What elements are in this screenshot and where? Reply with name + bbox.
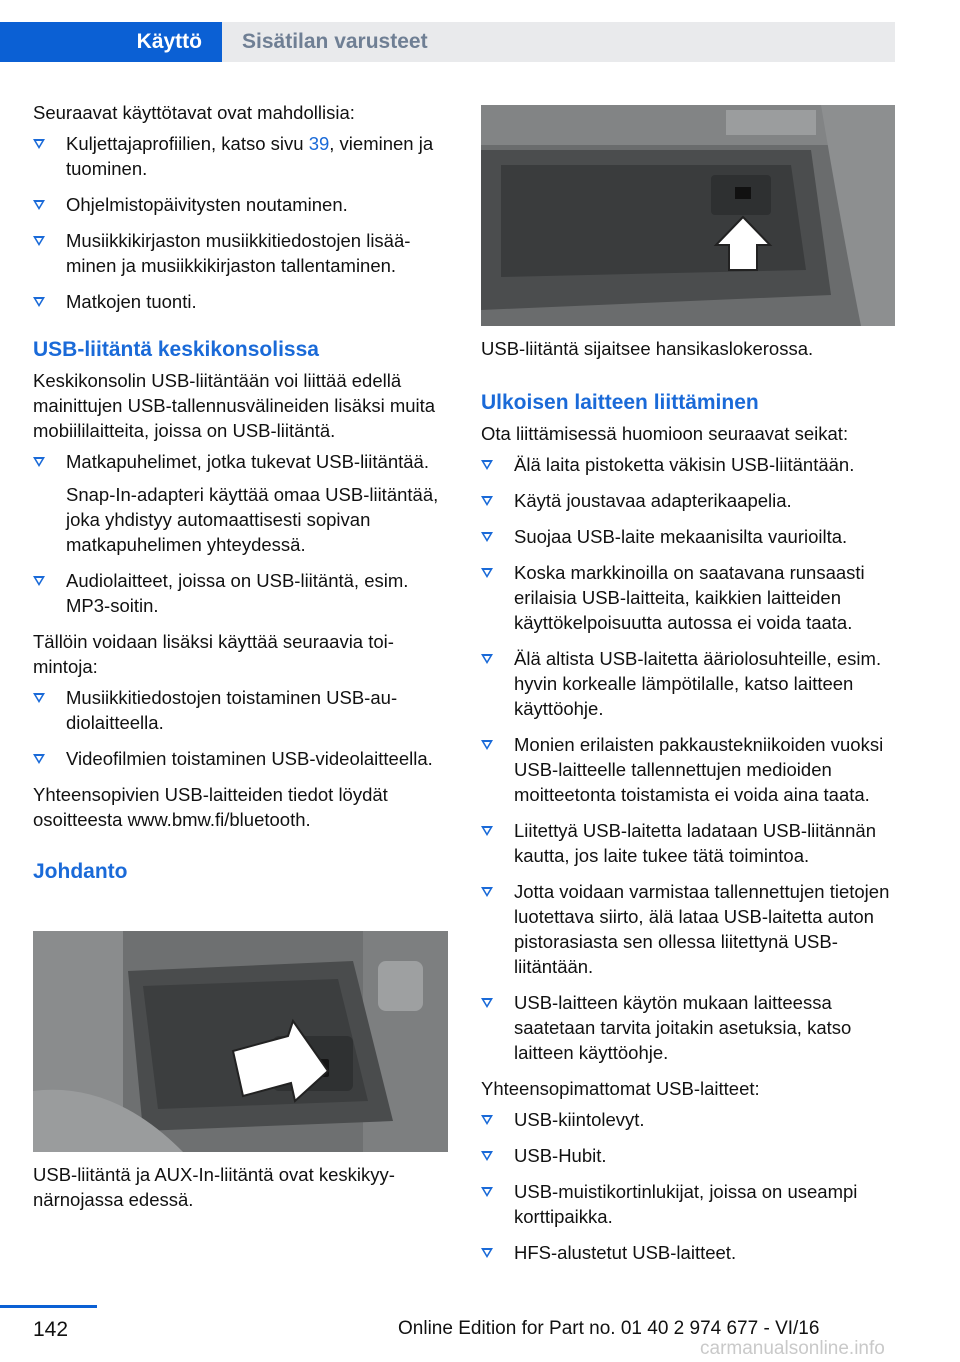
list-item bbox=[33, 449, 448, 557]
list-item bbox=[33, 746, 448, 771]
list-item-text: Suojaa USB-laite mekaanisilta vaurioilta. bbox=[514, 526, 848, 547]
list-item bbox=[33, 568, 448, 618]
list-item-text: Käytä joustavaa adapterikaapelia. bbox=[514, 490, 792, 511]
glovebox-usb-illustration bbox=[481, 105, 895, 326]
page-link[interactable]: 39 bbox=[308, 133, 330, 154]
page-number: 142 bbox=[33, 1318, 69, 1341]
modes-list bbox=[33, 131, 448, 314]
list-item-text: Matkojen tuonti. bbox=[66, 291, 197, 312]
bullet-triangle-icon bbox=[33, 754, 45, 764]
armrest-photo-caption: USB-liitäntä ja AUX-In-liitäntä ovat keskikyynärnojassa edessä. bbox=[33, 1164, 395, 1210]
list-item-text: Musiikkikirjaston musiikkitiedostojen lisääminen ja musiikkikirjaston tallentaminen. bbox=[66, 230, 411, 276]
list-item bbox=[481, 1240, 896, 1265]
bullet-triangle-icon bbox=[481, 568, 493, 578]
bullet-triangle-icon bbox=[481, 1248, 493, 1258]
list-item-text: Älä altista USB-laitetta ääriolosuhteille, esim. hyvin korkealle lämpötilalle, katso laitteen käyttöohje. bbox=[514, 648, 882, 719]
list-item bbox=[481, 818, 896, 868]
list-item bbox=[481, 646, 896, 721]
bullet-triangle-icon bbox=[481, 496, 493, 506]
list-item-text: USB-Hubit. bbox=[514, 1145, 607, 1166]
list-item-text: Musiikkitiedostojen toistaminen USB-audiolaitteella. bbox=[66, 687, 398, 733]
bullet-triangle-icon bbox=[481, 1187, 493, 1197]
armrest-usb-illustration bbox=[33, 931, 448, 1152]
bullet-triangle-icon bbox=[481, 998, 493, 1008]
bullet-triangle-icon bbox=[33, 139, 45, 149]
list-item-text: Liitettyä USB-laitetta ladataan USB-liitännän kautta, jos laite tukee tätä toimintoa. bbox=[514, 820, 876, 866]
usb-console-heading: USB-liitäntä keskikonsolissa bbox=[33, 338, 319, 361]
bullet-triangle-icon bbox=[33, 297, 45, 307]
list-item bbox=[33, 228, 448, 278]
connect-heading: Ulkoisen laitteen liittäminen bbox=[481, 391, 759, 414]
list-item bbox=[481, 524, 896, 549]
list-item-text: HFS-alustetut USB-laitteet. bbox=[514, 1242, 737, 1263]
list-item-subtext: Snap-In-adapteri käyttää omaa USB-liitäntää, joka yhdistyy automaattisesti sopivan matkapuhelimen yhteydessä. bbox=[66, 484, 439, 555]
list-item bbox=[481, 990, 896, 1065]
list-item bbox=[33, 289, 448, 314]
list-item-text: Videofilmien toistaminen USB-videolaitteella. bbox=[66, 748, 433, 769]
left-column bbox=[33, 100, 448, 890]
functions-list bbox=[33, 685, 448, 771]
connect-intro: Ota liittämisessä huomioon seuraavat seikat: bbox=[481, 423, 849, 444]
bullet-triangle-icon bbox=[33, 693, 45, 703]
list-item bbox=[481, 1107, 896, 1132]
list-item-text: Matkapuhelimet, jotka tukevat USB-liitäntää. bbox=[66, 451, 429, 472]
bullet-triangle-icon bbox=[481, 1115, 493, 1125]
modes-intro: Seuraavat käyttötavat ovat mahdollisia: bbox=[33, 102, 355, 123]
bullet-triangle-icon bbox=[481, 1151, 493, 1161]
bullet-triangle-icon bbox=[33, 576, 45, 586]
watermark: carmanualsonline.info bbox=[700, 1338, 885, 1359]
list-item bbox=[481, 560, 896, 635]
footer-accent-line bbox=[0, 1305, 97, 1308]
bullet-triangle-icon bbox=[33, 200, 45, 210]
list-item bbox=[481, 732, 896, 807]
list-item bbox=[481, 879, 896, 979]
list-item-text: Jotta voidaan varmistaa tallennettujen tietojen luotettava siirto, älä lataa USB-laitetta auton pistorasiasta sen ollessa liitettynä USB-liitäntään. bbox=[514, 881, 890, 977]
glovebox-usb-photo bbox=[481, 105, 895, 326]
notes-list bbox=[481, 452, 896, 1065]
bullet-triangle-icon bbox=[33, 236, 45, 246]
subsection-tab: Sisätilan varusteet bbox=[222, 22, 895, 62]
johdanto-heading: Johdanto bbox=[33, 860, 128, 883]
edition-note: Online Edition for Part no. 01 40 2 974 677 - VI/16 bbox=[398, 1318, 820, 1339]
glovebox-photo-caption: USB-liitäntä sijaitsee hansikaslokerossa. bbox=[481, 338, 814, 359]
list-item-text: USB-kiintolevyt. bbox=[514, 1109, 645, 1130]
list-item bbox=[33, 192, 448, 217]
bullet-triangle-icon bbox=[481, 826, 493, 836]
incompat-label: Yhteensopimattomat USB-laitteet: bbox=[481, 1078, 760, 1099]
bullet-triangle-icon bbox=[481, 740, 493, 750]
list-item-text: USB-laitteen käytön mukaan laitteessa saatetaan tarvita joitakin asetuksia, katso laitteen käyttöohje. bbox=[514, 992, 852, 1063]
compat-text: Yhteensopivien USB-laitteiden tiedot löydät osoitteesta www.bmw.fi/bluetooth. bbox=[33, 784, 388, 830]
list-item-text: , vieminen ja tuominen. bbox=[66, 133, 434, 179]
armrest-usb-photo bbox=[33, 931, 448, 1152]
list-item bbox=[33, 131, 448, 181]
usb-console-text: Keskikonsolin USB-liitäntään voi liittää edellä mainittujen USB-tallennusvälineiden lisäksi muita mobiililaitteita, joissa on USB-liitäntä. bbox=[33, 370, 436, 441]
right-column bbox=[481, 336, 896, 1276]
list-item-text: USB-muistikortinlukijat, joissa on useampi korttipaikka. bbox=[514, 1181, 858, 1227]
list-item bbox=[33, 685, 448, 735]
list-item bbox=[481, 452, 896, 477]
list-item-text: Ohjelmistopäivitysten noutaminen. bbox=[66, 194, 348, 215]
incompat-list bbox=[481, 1107, 896, 1265]
list-item-text: Kuljettajaprofiilien, katso sivu bbox=[66, 133, 309, 154]
bullet-triangle-icon bbox=[481, 654, 493, 664]
list-item bbox=[481, 1143, 896, 1168]
list-item-text: Koska markkinoilla on saatavana runsaasti erilaisia USB-laitteita, kaikkien laitteiden käyttökelpoisuutta autossa ei voida taata. bbox=[514, 562, 865, 633]
list-item bbox=[481, 1179, 896, 1229]
list-item bbox=[481, 488, 896, 513]
devices-list bbox=[33, 449, 448, 618]
list-item-text: Audiolaitteet, joissa on USB-liitäntä, esim. MP3-soitin. bbox=[66, 570, 409, 616]
list-item-text: Älä laita pistoketta väkisin USB-liitäntään. bbox=[514, 454, 855, 475]
bullet-triangle-icon bbox=[481, 887, 493, 897]
page-header bbox=[0, 22, 895, 62]
bullet-triangle-icon bbox=[481, 532, 493, 542]
bullet-triangle-icon bbox=[481, 460, 493, 470]
list-item-text: Monien erilaisten pakkaustekniikoiden vuoksi USB-laitteelle tallennettujen medioiden moitteetonta toistamista ei voida aina taata. bbox=[514, 734, 884, 805]
section-tab: Käyttö bbox=[0, 22, 222, 62]
also-text: Tällöin voidaan lisäksi käyttää seuraavia toimintoja: bbox=[33, 631, 394, 677]
bullet-triangle-icon bbox=[33, 457, 45, 467]
